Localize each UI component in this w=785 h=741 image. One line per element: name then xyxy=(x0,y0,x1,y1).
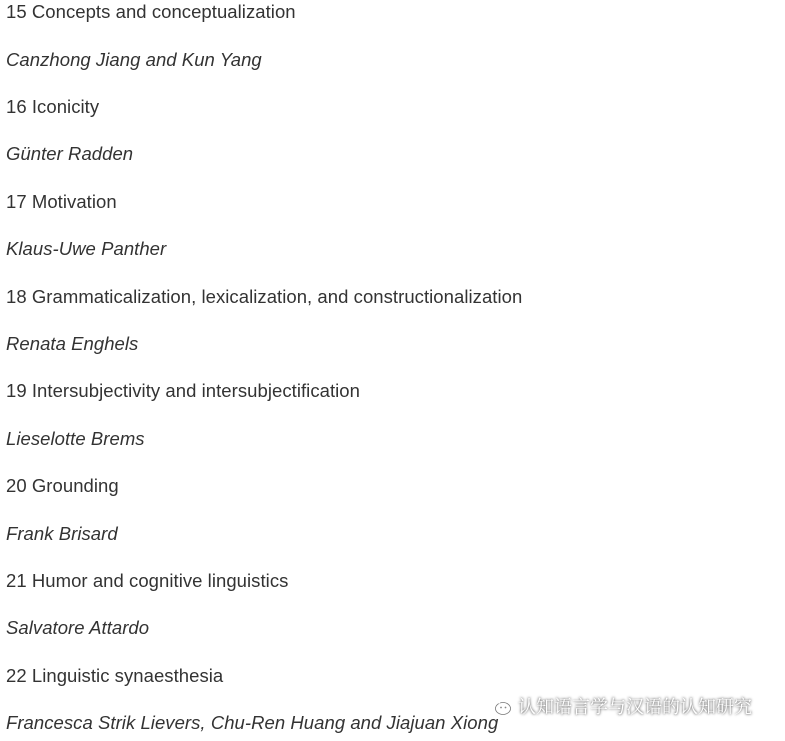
chapter-author: Klaus-Uwe Panther xyxy=(6,238,167,259)
chapter-title: 22 Linguistic synaesthesia xyxy=(6,665,224,686)
chapter-title: 20 Grounding xyxy=(6,475,119,496)
watermark-text: 认知语言学与汉语的认知研究 xyxy=(518,697,752,718)
wechat-icon xyxy=(486,695,512,717)
chapter-title: 16 Iconicity xyxy=(6,96,100,117)
chapter-author: Renata Enghels xyxy=(6,333,139,354)
chapter-author: Lieselotte Brems xyxy=(6,428,145,449)
chapter-author: Francesca Strik Lievers, Chu-Ren Huang and Jiajuan Xiong xyxy=(6,712,499,733)
chapter-author: Canzhong Jiang and Kun Yang xyxy=(6,49,262,70)
wechat-watermark xyxy=(486,692,752,720)
chapter-author: Salvatore Attardo xyxy=(6,617,150,638)
chapter-title: 17 Motivation xyxy=(6,191,117,212)
chapter-title: 15 Concepts and conceptualization xyxy=(6,1,296,22)
chapter-title: 18 Grammaticalization, lexicalization, and constructionalization xyxy=(6,286,523,307)
chapter-author: Günter Radden xyxy=(6,143,134,164)
chapter-author: Frank Brisard xyxy=(6,523,118,544)
chapter-title: 19 Intersubjectivity and intersubjectification xyxy=(6,380,360,401)
chapter-title: 21 Humor and cognitive linguistics xyxy=(6,570,289,591)
